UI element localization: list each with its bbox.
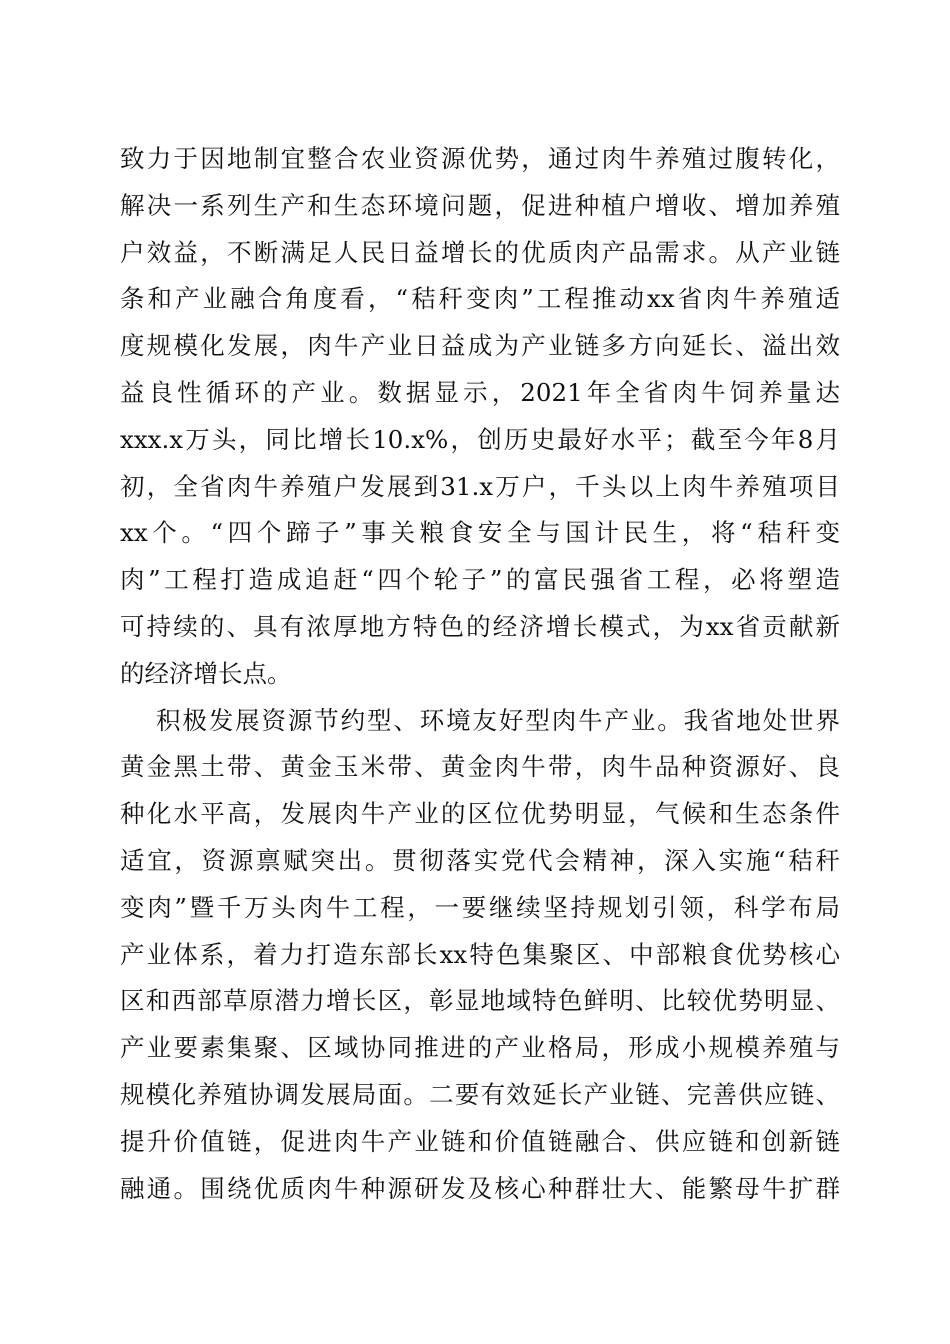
text-line: 融通。围绕优质肉牛种源研发及核心种群壮大、能繁母牛扩群	[120, 1173, 840, 1203]
text-line: 户效益，不断满足人民日益增长的优质肉产品需求。从产业链	[120, 237, 840, 267]
text-line: 初，全省肉牛养殖户发展到31.x万户，千头以上肉牛养殖项目	[120, 471, 840, 501]
text-line: xxx.x万头，同比增长10.x%，创历史最好水平；截至今年8月	[120, 424, 840, 454]
text-line: 产业体系，着力打造东部长xx特色集聚区、中部粮食优势核心	[120, 939, 840, 969]
text-line: 变肉”暨千万头肉牛工程，一要继续坚持规划引领，科学布局	[120, 892, 840, 922]
text-line: 适宜，资源禀赋突出。贯彻落实党代会精神，深入实施“秸秆	[120, 845, 840, 875]
text-line: 种化水平高，发展肉牛产业的区位优势明显，气候和生态条件	[120, 799, 840, 829]
text-line: 提升价值链，促进肉牛产业链和价值链融合、供应链和创新链	[120, 1126, 840, 1156]
text-line: xx个。“四个蹄子”事关粮食安全与国计民生，将“秸秆变	[120, 518, 840, 548]
text-line: 度规模化发展，肉牛产业日益成为产业链多方向延长、溢出效	[120, 331, 840, 361]
text-line: 区和西部草原潜力增长区，彰显地域特色鲜明、比较优势明显、	[120, 986, 840, 1016]
text-line: 产业要素集聚、区域协同推进的产业格局，形成小规模养殖与	[120, 1033, 840, 1063]
text-line: 肉”工程打造成追赶“四个轮子”的富民强省工程，必将塑造	[120, 565, 840, 595]
body-text	[120, 136, 840, 1212]
text-line: 益良性循环的产业。数据显示，2021年全省肉牛饲养量达	[120, 377, 840, 407]
paragraph-2	[120, 698, 840, 1213]
text-line: 规模化养殖协调发展局面。二要有效延长产业链、完善供应链、	[120, 1079, 840, 1109]
text-line: 条和产业融合角度看，“秸秆变肉”工程推动xx省肉牛养殖适	[120, 284, 840, 314]
text-line: 黄金黑土带、黄金玉米带、黄金肉牛带，肉牛品种资源好、良	[120, 752, 840, 782]
text-line: 积极发展资源节约型、环境友好型肉牛产业。我省地处世界	[156, 705, 840, 735]
paragraph-1	[120, 136, 840, 698]
text-line: 解决一系列生产和生态环境问题，促进种植户增收、增加养殖	[120, 190, 840, 220]
text-line: 致力于因地制宜整合农业资源优势，通过肉牛养殖过腹转化，	[120, 144, 840, 173]
text-line: 可持续的、具有浓厚地方特色的经济增长模式，为xx省贡献新	[120, 611, 840, 641]
text-line: 的经济增长点。	[120, 658, 292, 688]
